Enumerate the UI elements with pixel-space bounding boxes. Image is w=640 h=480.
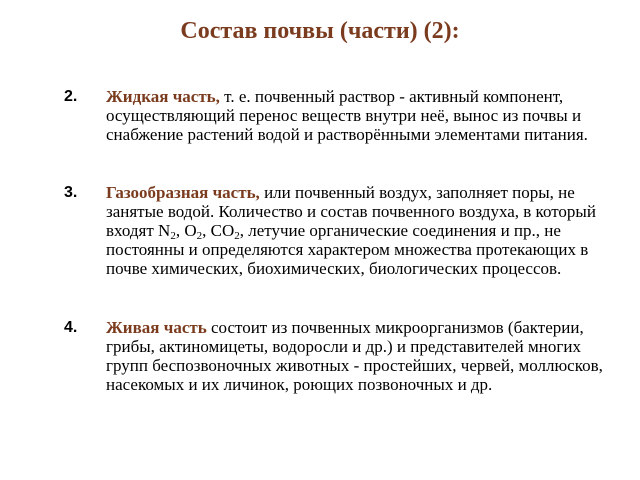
item-description: состоит из почвенных микроорганизмов (бактерии, грибы, актиномицеты, водоросли и др.) и представителей многих групп беспозвоночных животных - простейших, червей, моллюсков, насекомых и их личинок, роющих позвоночных и др. (106, 318, 603, 394)
item-text (106, 183, 604, 278)
item-description: т. е. почвенный раствор - активный компонент, осуществляющий перенос веществ внутри неё, вынос из почвы и снабжение растений водой и растворёнными элементами питания. (106, 87, 588, 144)
subscript-o2: 2 (196, 230, 203, 242)
list-item-living-part (64, 318, 604, 394)
subscript-n2: 2 (170, 230, 176, 242)
item-term: Живая часть (106, 318, 207, 337)
item-description-a: или почвенный воздух, заполняет поры, не занятые водой. Количество и состав почвенного воздуха, в который входят N (106, 183, 596, 240)
slide-title: Состав почвы (части) (2): (180, 18, 460, 44)
list-item-liquid-part (64, 87, 604, 144)
item-term: Жидкая часть, (106, 87, 220, 106)
item-number: 2. (64, 88, 78, 105)
item-text (106, 87, 604, 144)
item-description-b: , O (175, 221, 197, 240)
item-description-d: , летучие органические соединения и пр., не постоянны и определяются характером множества протекающих в почве химических, биохимических, биологических процессов. (106, 221, 589, 278)
list-item-gaseous-part (64, 183, 604, 278)
item-number: 4. (64, 319, 78, 336)
item-description-c: , CO (202, 221, 235, 240)
item-term: Газообразная часть, (106, 183, 260, 202)
item-text (106, 318, 604, 394)
subscript-co2: 2 (234, 230, 240, 242)
item-number: 3. (64, 184, 78, 201)
